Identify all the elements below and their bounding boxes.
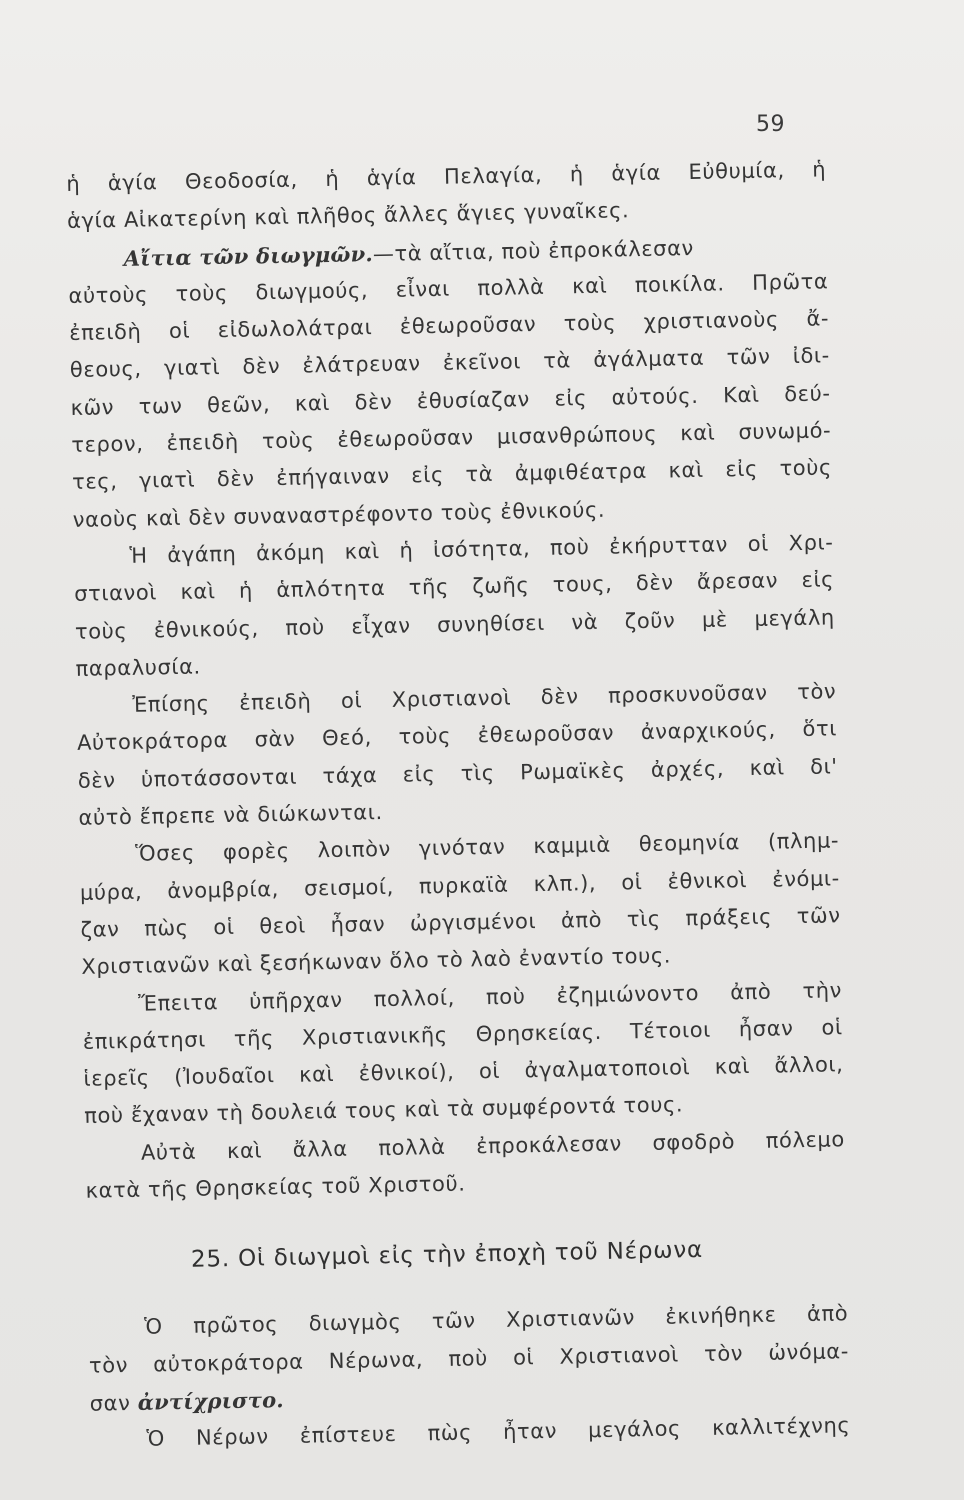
text-line: Αὐτὰ καὶ ἄλλα πολλὰ ἐπροκάλεσαν σφοδρὸ πόλεμο <box>140 1126 846 1165</box>
text-line: ναοὺς καὶ δὲν συναναστρέφοντο τοὺς ἐθνικούς. <box>72 497 606 532</box>
text-line: Ἐπίσης ἐπειδὴ οἱ Χριστιανοὶ δὲν προσκυνοῦσαν τὸν <box>132 679 837 717</box>
section-text-line: Ὁ πρῶτος διωγμὸς τῶν Χριστιανῶν ἐκινήθηκε ἀπὸ <box>144 1301 849 1340</box>
text-line: ἡ ἁγία Θεοδοσία, ἡ ἁγία Πελαγία, ἡ ἁγία Εὐθυμία, ἡ <box>66 157 827 196</box>
em-dash: — <box>372 241 395 266</box>
text-line: Ὅσες φορὲς λοιπὸν γινόταν καμμιὰ θεομηνία (πλημ- <box>134 828 840 867</box>
text-line: τοὺς ἐθνικούς, ποὺ εἶχαν συνηθίσει νὰ ζοῦν μὲ μεγάλη <box>74 604 836 644</box>
section-text-line: Ὁ Νέρων ἐπίστευε πὼς ἦταν μεγάλος καλλιτέχνης <box>146 1413 851 1451</box>
text-line: Αὐτοκράτορα σὰν Θεό, τοὺς ἐθεωροῦσαν ἀναρχικούς, ὅτι <box>76 716 838 756</box>
text-line: μύρα, ἀνομβρία, σεισμοί, πυρκαϊὰ κλπ.), οἱ ἐθνικοὶ ἐνόμι- <box>79 865 841 905</box>
text-line: Ἡ ἀγάπη ἀκόμη καὶ ἡ ἰσότητα, ποὺ ἐκήρυτταν οἱ Χρι- <box>129 530 834 568</box>
text-line: ἐπικράτησι τῆς Χριστιανικῆς Θρησκείας. Τέτοιοι ἦσαν οἱ <box>82 1015 843 1054</box>
causes-text: τὰ αἴτια, ποὺ ἐπροκάλεσαν <box>394 235 695 266</box>
text-line: αὐτὸ ἔπρεπε νὰ διώκωνται. <box>78 800 383 830</box>
text-line: ἐπειδὴ οἱ εἰδωλολάτραι ἐθεωροῦσαν τοὺς χριστιανοὺς ἄ- <box>68 306 830 346</box>
page-number: 59 <box>756 112 785 137</box>
text-line: στιανοὶ καὶ ἡ ἁπλότητα τῆς ζωῆς τους, δὲν ἄρεσαν εἰς <box>73 567 835 607</box>
text-line: ἱερεῖς (Ἰουδαῖοι καὶ ἐθνικοί), οἱ ἀγαλματοποιοὶ καὶ ἄλλοι, <box>83 1052 844 1091</box>
page-body <box>66 151 851 1459</box>
text-line: ποὺ ἔχαναν τὴ δουλειά τους καὶ τὰ συμφέροντά τους. <box>84 1092 684 1129</box>
section-heading: 25. Οἱ διωγμοὶ εἰς τὴν ἐποχὴ τοῦ Νέρωνα <box>190 1237 704 1274</box>
text-line: Χριστιανῶν καὶ ξεσήκωναν ὅλο τὸ λαὸ ἐναντίο τους. <box>81 943 672 980</box>
text-line: Ἔπειτα ὑπῆρχαν πολλοί, ποὺ ἐζημιώνοντο ἀπὸ τὴν <box>137 977 843 1016</box>
text-line: ἁγία Αἰκατερίνη καὶ πλῆθος ἄλλες ἅγιες γυναῖκες. <box>66 198 630 234</box>
text-line: τες, γιατὶ δὲν ἐπήγαιναν εἰς τὰ ἀμφιθέατρα καὶ εἰς τοὺς <box>71 455 833 495</box>
antichrist-emphasis: ἀντίχριστο. <box>137 1386 285 1415</box>
section-text: σαν <box>89 1390 131 1416</box>
text-line: ζαν πὼς οἱ θεοὶ ἦσαν ὠργισμένοι ἀπὸ τὶς πράξεις τῶν <box>80 903 841 942</box>
text-line: δὲν ὑποτάσσονται τάχα εἰς τὶς Ρωμαϊκὲς ἀρχές, καὶ δι' <box>77 754 838 793</box>
text-line: θεους, γιατὶ δὲν ἐλάτρευαν ἐκεῖνοι τὰ ἀγάλματα τῶν ἰδι- <box>69 343 831 383</box>
text-line: τερον, ἐπειδὴ τοὺς ἐθεωροῦσαν μισανθρώπους καὶ συνωμό- <box>71 418 832 458</box>
causes-heading: Αἴτια τῶν διωγμῶν. <box>123 240 374 271</box>
section-text-line: τὸν αὐτοκράτορα Νέρωνα, ποὺ οἱ Χριστιανοὶ τὸν ὠνόμα- <box>88 1338 850 1378</box>
text-line: κατὰ τῆς Θρησκείας τοῦ Χριστοῦ. <box>85 1171 466 1203</box>
text-line: αὐτοὺς τοὺς διωγμούς, εἶναι πολλὰ καὶ ποικίλα. Πρῶτα <box>68 269 829 308</box>
text-line: κῶν των θεῶν, καὶ δὲν ἐθυσίαζαν εἰς αὐτούς. Καὶ δεύ- <box>70 381 831 420</box>
text-line: παραλυσία. <box>75 654 202 681</box>
